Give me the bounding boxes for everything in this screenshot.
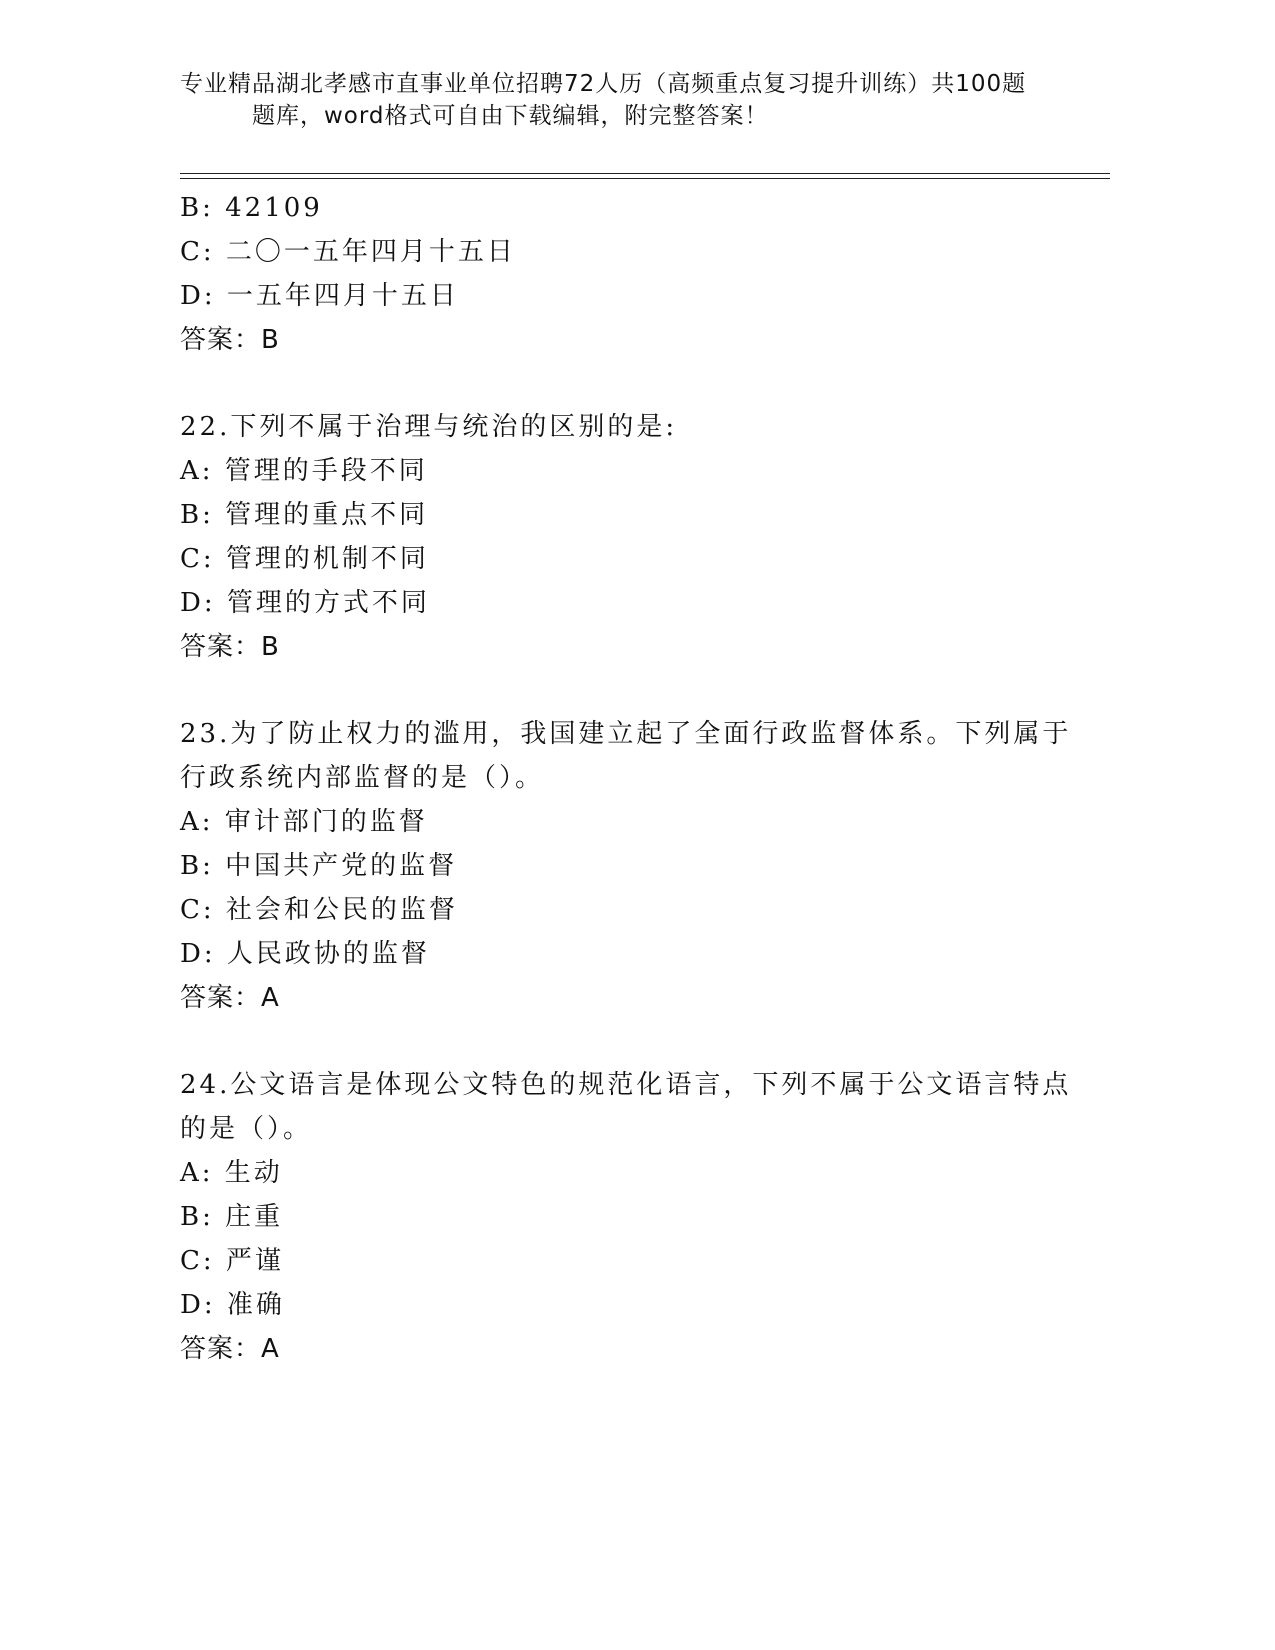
option-b: B: 庄重 [180,1202,284,1232]
question-stem-continued: 的是（）。 [180,1114,313,1144]
question-stem-continued: 行政系统内部监督的是（）。 [180,763,545,793]
question-stem: 22.下列不属于治理与统治的区别的是: [180,412,678,442]
option-b: B: 42109 [180,193,323,223]
answer-line: 答案：A [180,983,280,1013]
option-a: A: 审计部门的监督 [180,807,428,837]
header-title-line-2: 题库，word格式可自由下载编辑，附完整答案！ [252,103,769,129]
question-23 [180,712,1072,1020]
question-24 [180,1063,1072,1371]
header-divider-bottom [180,178,1110,179]
question-stem: 24.公文语言是体现公文特色的规范化语言，下列不属于公文语言特点 [180,1070,1072,1100]
answer-line: 答案：B [180,632,280,662]
header-divider-top [180,173,1110,174]
option-b: B: 管理的重点不同 [180,500,429,530]
page-header [180,68,1050,132]
option-d: D: 准确 [180,1290,285,1320]
document-body [180,186,1072,1371]
option-d: D: 管理的方式不同 [180,588,430,618]
option-a: A: 生动 [180,1158,283,1188]
header-title-line-1: 专业精品湖北孝感市直事业单位招聘72人历（高频重点复习提升训练）共100题 [180,71,1027,97]
option-a: A: 管理的手段不同 [180,456,428,486]
question-21-continued [180,186,1060,362]
answer-line: 答案：B [180,325,280,355]
option-b: B: 中国共产党的监督 [180,851,458,881]
option-c: C: 二〇一五年四月十五日 [180,237,516,267]
question-stem: 23.为了防止权力的滥用，我国建立起了全面行政监督体系。下列属于 [180,719,1072,749]
answer-line: 答案：A [180,1334,280,1364]
question-22 [180,405,1060,669]
option-c: C: 严谨 [180,1246,284,1276]
option-d: D: 人民政协的监督 [180,939,430,969]
option-c: C: 管理的机制不同 [180,544,429,574]
option-c: C: 社会和公民的监督 [180,895,458,925]
option-d: D: 一五年四月十五日 [180,281,459,311]
